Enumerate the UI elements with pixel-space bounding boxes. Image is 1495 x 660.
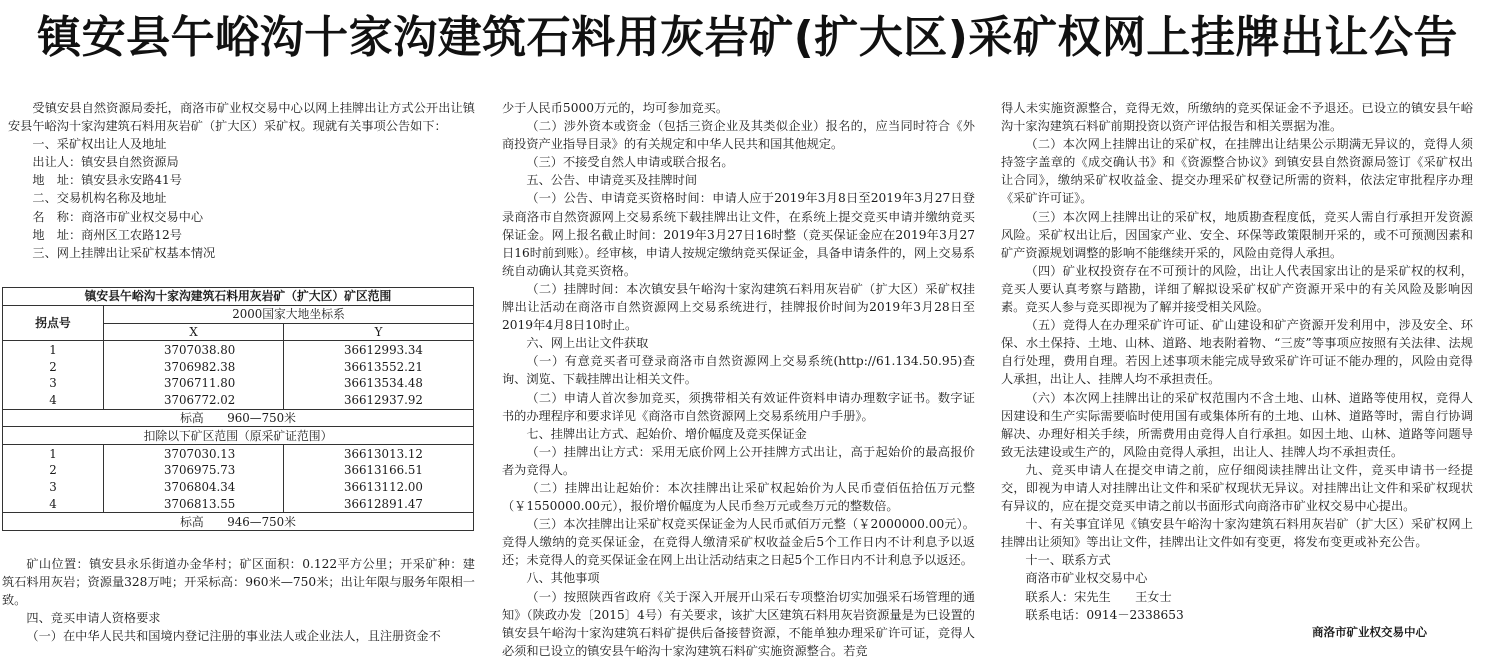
y-value: 36613534.48: [284, 375, 474, 392]
table-row: [3, 496, 474, 513]
paragraph: （六）本次网上挂牌出让的采矿权范围内不含土地、山林、道路等使用权，竞得人因建设和生产实际需要临时使用国有或集体所有的土地、山林、道路等时，需自行协调解决、办理好相关手续，所需费用由竞得人自行承担。如因土地、山林、道路等问题导致无法建设或生产的，风险由竞得人承担，出让人、挂牌人均不承担责任。: [1001, 390, 1473, 459]
column-1-bottom: [2, 555, 475, 644]
paragraph: （一）有意竞买者可登录商洛市自然资源网上交易系统(http://61.134.50.95)查询、浏览、下载挂牌出让相关文件。: [502, 354, 975, 387]
point-id: 3: [3, 375, 104, 392]
elevation-range: 标高 960—750米: [3, 409, 474, 427]
point-id: 4: [3, 496, 104, 513]
paragraph: （一）挂牌出让方式：采用无底价网上公开挂牌方式出让，高于起始价的最高报价者为竞得人。: [502, 444, 975, 477]
paragraph: 地 址：镇安县永安路41号: [32, 173, 182, 188]
coordinate-table-container: [2, 287, 474, 531]
coord-system-header: 2000国家大地坐标系: [104, 305, 474, 323]
paragraph: （一）在中华人民共和国境内登记注册的事业法人或企业法人，且注册资金不: [26, 629, 441, 644]
y-value: 36612937.92: [284, 392, 474, 409]
y-value: 36613166.51: [284, 462, 474, 479]
paragraph: 少于人民币5000万元的，均可参加竞买。: [502, 101, 729, 115]
paragraph: （二）挂牌时间：本次镇安县午峪沟十家沟建筑石料用灰岩矿（扩大区）采矿权挂牌出让活动在商洛市自然资源网上交易系统进行，挂牌报价时间为2019年3月28日至2019年4月8日10时止。: [502, 281, 975, 333]
paragraph: （一）公告、申请竞买资格时间：申请人应于2019年3月8日至2019年3月27日登录商洛市自然资源网上交易系统下载挂牌出让文件，在系统上提交竞买申请并缴纳竞买保证金。网上报名截止时间：2019年3月27日16时整（竞买保证金应在2019年3月27日16时前到账）。经审核，申请人按规定缴纳竞买保证金，具备申请条件的，网上交易系统自动确认其竞买资格。: [502, 191, 975, 278]
table-row: [3, 375, 474, 392]
y-column-header: Y: [284, 323, 474, 341]
paragraph: 九、竞买申请人在提交申请之前，应仔细阅读挂牌出让文件，竞买申请书一经提交，即视为申请人对挂牌出让文件和采矿权现状无异议。对挂牌出让文件和采矿权现状有异议的，应在提交竞买申请之前以书面形式向商洛市矿业权交易中心提出。: [1001, 462, 1473, 514]
exclusion-caption: 扣除以下矿区范围（原采矿证范围）: [3, 427, 474, 445]
paragraph: （二）涉外资本或资金（包括三资企业及其类似企业）报名的，应当同时符合《外商投资产业指导目录》的有关规定和中华人民共和国其他规定。: [502, 119, 975, 152]
paragraph: （五）竞得人在办理采矿许可证、矿山建设和矿产资源开发利用中，涉及安全、环保、水土保持、土地、山林、道路、地表附着物、“三废”等事项应按照有关法律、法规自行处理，费用自理。若因上述事项未能完成导致采矿许可证不能办理的，风险由竞得人承担，出让人、挂牌人均不承担责任。: [1001, 318, 1473, 387]
paragraph: 出让人：镇安县自然资源局: [32, 155, 179, 170]
point-id: 4: [3, 392, 104, 409]
column-3: [1001, 99, 1473, 640]
paragraph: 五、公告、申请竞买及挂牌时间: [526, 173, 698, 188]
paragraph: 八、其他事项: [526, 571, 600, 586]
y-value: 36613013.12: [284, 445, 474, 462]
elevation-range: 标高 946—750米: [3, 513, 474, 531]
x-value: 3706804.34: [104, 479, 284, 496]
section-heading: 一、采矿权出让人及地址: [32, 137, 167, 152]
column-2: [502, 99, 975, 658]
paragraph: （三）本次挂牌出让采矿权竞买保证金为人民币贰佰万元整（￥2000000.00元）。竞得人缴纳的竞买保证金，在竞得人缴清采矿权收益金后5个工作日内不计利息予以返还；未竞得人的竞买保证金在网上出让活动结束之日起5个工作日内不计利息予以返还。: [502, 517, 975, 568]
table-row: [3, 462, 474, 479]
paragraph: 联系人：宋先生 王女士: [1025, 589, 1172, 604]
paragraph: 十一、联系方式: [1025, 553, 1111, 568]
section-heading: 二、交易机构名称及地址: [32, 191, 167, 206]
y-value: 36613112.00: [284, 479, 474, 496]
x-value: 3706813.55: [104, 496, 284, 513]
section-heading: 四、竞买申请人资格要求: [26, 611, 161, 626]
paragraph: 六、网上出让文件获取: [526, 336, 649, 351]
column-1-top: [8, 99, 475, 274]
point-id: 3: [3, 479, 104, 496]
paragraph: （二）挂牌出让起始价：本次挂牌出让采矿权起始价为人民币壹佰伍拾伍万元整（￥1550000.00元），报价增价幅度为人民币叁万元或叁万元的整数倍。: [502, 480, 975, 514]
paragraph: 得人未实施资源整合，竞得无效，所缴纳的竞买保证金不予退还。已设立的镇安县午峪沟十家沟建筑石料矿前期投资以资产评估报告和相关票据为准。: [1001, 101, 1473, 134]
table-row: [3, 341, 474, 358]
y-value: 36612891.47: [284, 496, 474, 513]
paragraph: 名 称：商洛市矿业权交易中心: [32, 209, 204, 224]
x-value: 3706711.80: [104, 375, 284, 392]
x-value: 3706772.02: [104, 392, 284, 409]
paragraph: 地 址：商州区工农路12号: [32, 227, 182, 242]
paragraph: （三）本次网上挂牌出让的采矿权，地质勘查程度低，竞买人需自行承担开发资源风险。采矿权出让后，因国家产业、安全、环保等政策限制开采的，或不可预测因素和矿产资源规划调整的影响不能继续开采的，风险由竞得人承担。: [1001, 209, 1473, 260]
x-value: 3706975.73: [104, 462, 284, 479]
paragraph: 联系电话：0914－2338653: [1025, 607, 1184, 622]
paragraph: 矿山位置：镇安县永乐街道办金华村；矿区面积：0.122平方公里；开采矿种：建筑石料用灰岩；资源量328万吨；开采标高：960米—750米；出让年限与服务年限相一致。: [2, 557, 475, 608]
y-value: 36613552.21: [284, 358, 474, 375]
paragraph: （四）矿业权投资存在不可预计的风险，出让人代表国家出让的是采矿权的权利，竞买人要认真考察与踏勘，详细了解拟设采矿权矿产资源开采中的有关风险及影响因素。竞买人参与竞买即视为了解并接受相关风险。: [1001, 263, 1473, 315]
point-id: 1: [3, 341, 104, 358]
point-number-header: 拐点号: [3, 305, 104, 341]
coordinate-table: [2, 287, 474, 531]
paragraph: （一）按照陕西省政府《关于深入开展开山采石专项整治切实加强采石场管理的通知》（陕政办发〔2015〕4号）有关要求，该扩大区建筑石料用灰岩资源量是为已设置的镇安县午峪沟十家沟建筑石料矿提供后备接替资源，不能单独办理采矿许可证，竞得人必须和已设立的镇安县午峪沟十家沟建筑石料矿实施资源整合。若竞: [502, 589, 975, 658]
paragraph: （二）本次网上挂牌出让的采矿权，在挂牌出让结果公示期满无异议的，竞得人须持签字盖章的《成交确认书》和《资源整合协议》到镇安县自然资源局签订《采矿权出让合同》，缴纳采矿权收益金、提交办理采矿权登记所需的资料，依法定审批程序办理《采矿许可证》。: [1001, 137, 1473, 206]
section-heading: 三、网上挂牌出让采矿权基本情况: [32, 245, 216, 260]
footer-organization: 商洛市矿业权交易中心: [1312, 625, 1427, 639]
table-row: [3, 479, 474, 496]
paragraph: （二）申请人首次参加竞买，须携带相关有效证件资料申请办理数字证书。数字证书的办理程序和要求详见《商洛市自然资源网上交易系统用户手册》。: [502, 390, 975, 423]
table-caption: 镇安县午峪沟十家沟建筑石料用灰岩矿（扩大区）矿区范围: [3, 288, 474, 306]
paragraph: 十、有关事宜详见《镇安县午峪沟十家沟建筑石料用灰岩矿（扩大区）采矿权网上挂牌出让须知》等出让文件，挂牌出让文件如有变更，将发布变更或补充公告。: [1001, 517, 1473, 550]
point-id: 2: [3, 462, 104, 479]
x-value: 3707038.80: [104, 341, 284, 358]
paragraph: 七、挂牌出让方式、起始价、增价幅度及竞买保证金: [526, 426, 807, 441]
x-value: 3707030.13: [104, 445, 284, 462]
x-column-header: X: [104, 323, 284, 341]
paragraph: （三）不接受自然人申请或联合报名。: [526, 155, 734, 170]
paragraph: 商洛市矿业权交易中心: [1025, 571, 1148, 586]
table-row: [3, 358, 474, 375]
point-id: 1: [3, 445, 104, 462]
x-value: 3706982.38: [104, 358, 284, 375]
table-row: [3, 445, 474, 462]
point-id: 2: [3, 358, 104, 375]
page-title: 镇安县午峪沟十家沟建筑石料用灰岩矿(扩大区)采矿权网上挂牌出让公告: [37, 12, 1458, 63]
y-value: 36612993.34: [284, 341, 474, 358]
intro-paragraph: 受镇安县自然资源局委托，商洛市矿业权交易中心以网上挂牌出让方式公开出让镇安县午峪沟十家沟建筑石料用灰岩矿（扩大区）采矿权。现就有关事项公告如下：: [8, 101, 475, 134]
table-row: [3, 392, 474, 409]
